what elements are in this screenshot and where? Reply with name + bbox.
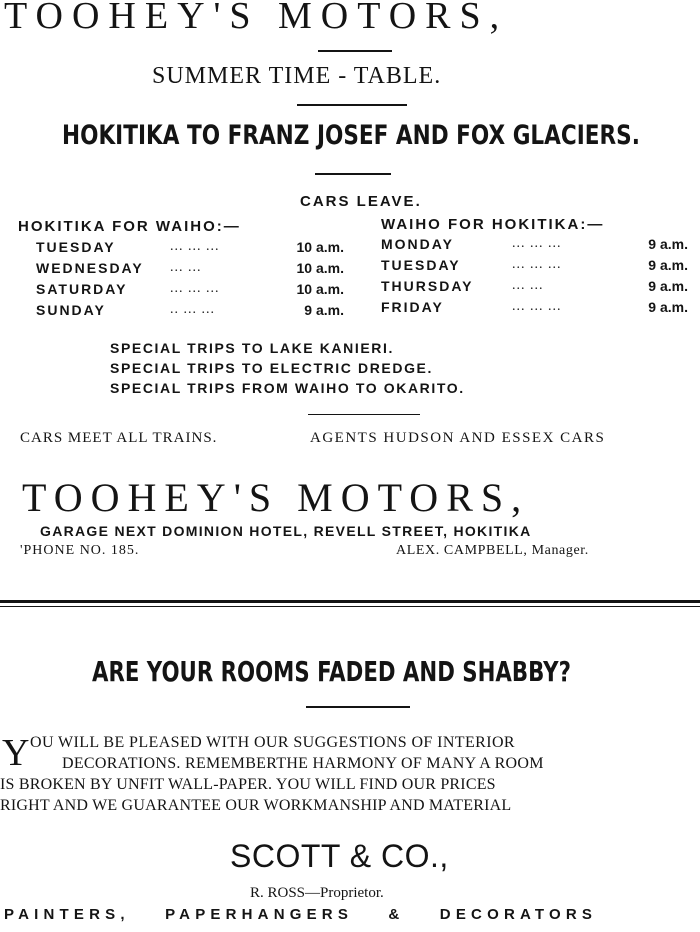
advert-title: TOOHEY'S MOTORS, <box>4 0 509 37</box>
special-trip-line: SPECIAL TRIPS FROM WAIHO TO OKARITO. <box>110 380 465 396</box>
proprietor: R. ROSS—Proprietor. <box>250 885 384 901</box>
departure-time: 9 a.m. <box>648 257 688 273</box>
leader-dots: ... ... ... <box>512 257 562 272</box>
schedule-heading: WAIHO FOR HOKITIKA:— <box>381 216 605 233</box>
special-trip-line: SPECIAL TRIPS TO ELECTRIC DREDGE. <box>110 360 433 376</box>
departure-time: 9 a.m. <box>648 278 688 294</box>
body-line: RIGHT AND WE GUARANTEE OUR WORKMANSHIP AND MATERIAL <box>0 797 512 814</box>
departure-time: 10 a.m. <box>296 239 344 255</box>
special-trip-line: SPECIAL TRIPS TO LAKE KANIERI. <box>110 340 394 356</box>
timetable-subtitle: SUMMER TIME - TABLE. <box>152 63 442 89</box>
departure-time: 9 a.m. <box>648 236 688 252</box>
departure-time: 9 a.m. <box>304 302 344 318</box>
day-name: MONDAY <box>381 236 454 252</box>
departure-time: 10 a.m. <box>296 260 344 276</box>
day-name: SUNDAY <box>36 302 106 318</box>
trains-notice: CARS MEET ALL TRAINS. <box>20 430 218 446</box>
day-name: WEDNESDAY <box>36 260 144 276</box>
rooms-headline: ARE YOUR ROOMS FADED AND SHABBY? <box>92 655 571 688</box>
phone-number: 'PHONE NO. 185. <box>20 543 140 558</box>
leader-dots: ... ... <box>512 278 544 293</box>
schedule-heading: HOKITIKA FOR WAIHO:— <box>18 218 241 235</box>
day-name: TUESDAY <box>36 239 116 255</box>
divider <box>315 173 391 175</box>
footer-title: TOOHEY'S MOTORS, <box>22 475 530 520</box>
day-name: THURSDAY <box>381 278 474 294</box>
day-name: FRIDAY <box>381 299 444 315</box>
leader-dots: ... ... ... <box>512 299 562 314</box>
route-heading: HOKITIKA TO FRANZ JOSEF AND FOX GLACIERS. <box>62 120 640 151</box>
agents-notice: AGENTS HUDSON AND ESSEX CARS <box>310 430 606 446</box>
manager-name: ALEX. CAMPBELL, Manager. <box>396 543 589 558</box>
leader-dots: ... ... ... <box>170 281 220 296</box>
body-line: DECORATIONS. REMEMBERTHE HARMONY OF MANY A ROOM <box>62 755 544 772</box>
drop-cap: Y <box>2 732 30 774</box>
section-separator <box>0 600 700 603</box>
garage-address: GARAGE NEXT DOMINION HOTEL, REVELL STREET, HOKITIKA <box>40 523 532 539</box>
leader-dots: ... ... <box>170 260 202 275</box>
body-line: IS BROKEN BY UNFIT WALL-PAPER. YOU WILL FIND OUR PRICES <box>0 776 496 793</box>
section-separator <box>0 606 700 607</box>
leader-dots: ... ... ... <box>512 236 562 251</box>
departure-time: 9 a.m. <box>648 299 688 315</box>
cars-leave-heading: CARS LEAVE. <box>300 193 422 210</box>
day-name: SATURDAY <box>36 281 128 297</box>
divider <box>297 104 407 106</box>
day-name: TUESDAY <box>381 257 461 273</box>
company-name: SCOTT & CO., <box>230 838 449 874</box>
body-line: OU WILL BE PLEASED WITH OUR SUGGESTIONS OF INTERIOR <box>30 734 515 751</box>
departure-time: 10 a.m. <box>296 281 344 297</box>
leader-dots: ... ... ... <box>170 239 220 254</box>
trade-line: PAINTERS, PAPERHANGERS & DECORATORS <box>4 906 598 923</box>
divider <box>308 414 420 415</box>
divider <box>306 706 410 708</box>
divider <box>318 50 392 52</box>
leader-dots: .. ... ... <box>170 302 215 317</box>
